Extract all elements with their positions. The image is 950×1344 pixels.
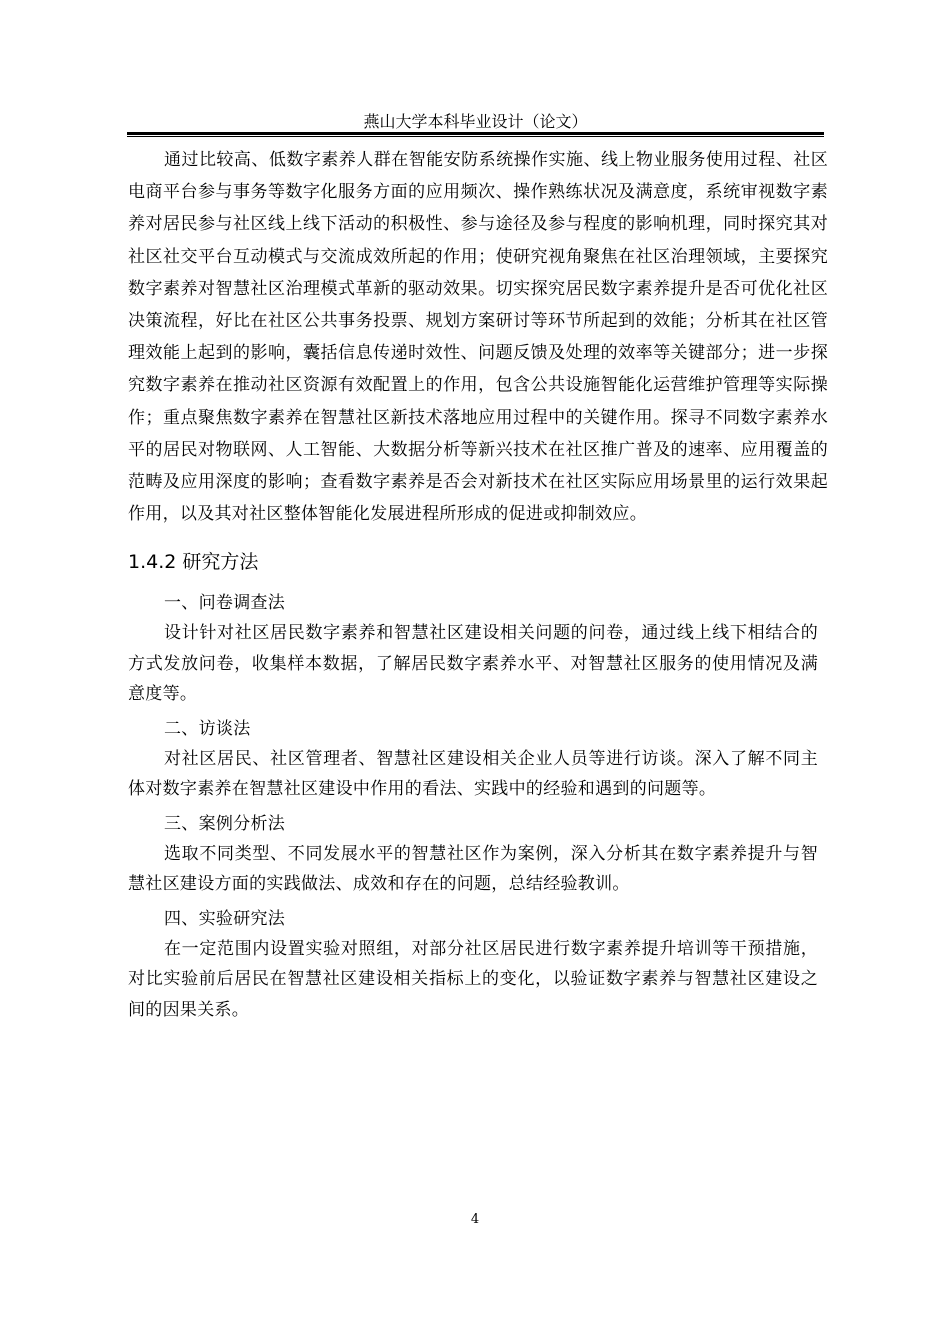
method-title: 四、实验研究法 (164, 908, 286, 929)
method-text: 在一定范围内设置实验对照组，对部分社区居民进行数字素养提升培训等干预措施，对比实验前后居民在智慧社区建设相关指标上的变化，以验证数字素养与智慧社区建设之间的因果关系。 (128, 938, 818, 1020)
page-number: 4 (470, 1212, 480, 1227)
method-text: 选取不同类型、不同发展水平的智慧社区作为案例，深入分析其在数字素养提升与智慧社区建设方面的实践做法、成效和存在的问题，总结经验教训。 (128, 843, 818, 895)
page-body (128, 144, 828, 1025)
running-header: 燕山大学本科毕业设计（论文） (363, 112, 588, 131)
section-heading: 1.4.2 研究方法 (128, 551, 259, 574)
method-title: 二、访谈法 (164, 718, 251, 739)
method-block (128, 904, 828, 1026)
method-title: 三、案例分析法 (164, 813, 286, 834)
intro-paragraph: 通过比较高、低数字素养人群在智能安防系统操作实施、线上物业服务使用过程、社区电商平台参与事务等数字化服务方面的应用频次、操作熟练状况及满意度，系统审视数字素养对居民参与社区线上线下活动的积极性、参与途径及参与程度的影响机理，同时探究其对社区社交平台互动模式与交流成效所起的作用；使研究视角聚焦在社区治理领域，主要探究数字素养对智慧社区治理模式革新的驱动效果。切实探究居民数字素养提升是否可优化社区决策流程，好比在社区公共事务投票、规划方案研讨等环节所起到的效能；分析其在社区管理效能上起到的影响，囊括信息传递时效性、问题反馈及处理的效率等关键部分；进一步探究数字素养在推动社区资源有效配置上的作用，包含公共设施智能化运营维护管理等实际操作；重点聚焦数字素养在智慧社区新技术落地应用过程中的关键作用。探寻不同数字素养水平的居民对物联网、人工智能、大数据分析等新兴技术在社区推广普及的速率、应用覆盖的范畴及应用深度的影响；查看数字素养是否会对新技术在社区实际应用场景里的运行效果起作用，以及其对社区整体智能化发展进程所形成的促进或抑制效应。 (128, 150, 828, 525)
method-title: 一、问卷调查法 (164, 593, 286, 614)
method-block (128, 588, 828, 710)
header-divider (127, 132, 824, 137)
method-text: 设计针对社区居民数字素养和智慧社区建设相关问题的问卷，通过线上线下相结合的方式发放问卷，收集样本数据，了解居民数字素养水平、对智慧社区服务的使用情况及满意度等。 (128, 623, 818, 705)
method-block (128, 714, 828, 805)
method-block (128, 809, 828, 900)
method-text: 对社区居民、社区管理者、智慧社区建设相关企业人员等进行访谈。深入了解不同主体对数字素养在智慧社区建设中作用的看法、实践中的经验和遇到的问题等。 (128, 748, 818, 800)
